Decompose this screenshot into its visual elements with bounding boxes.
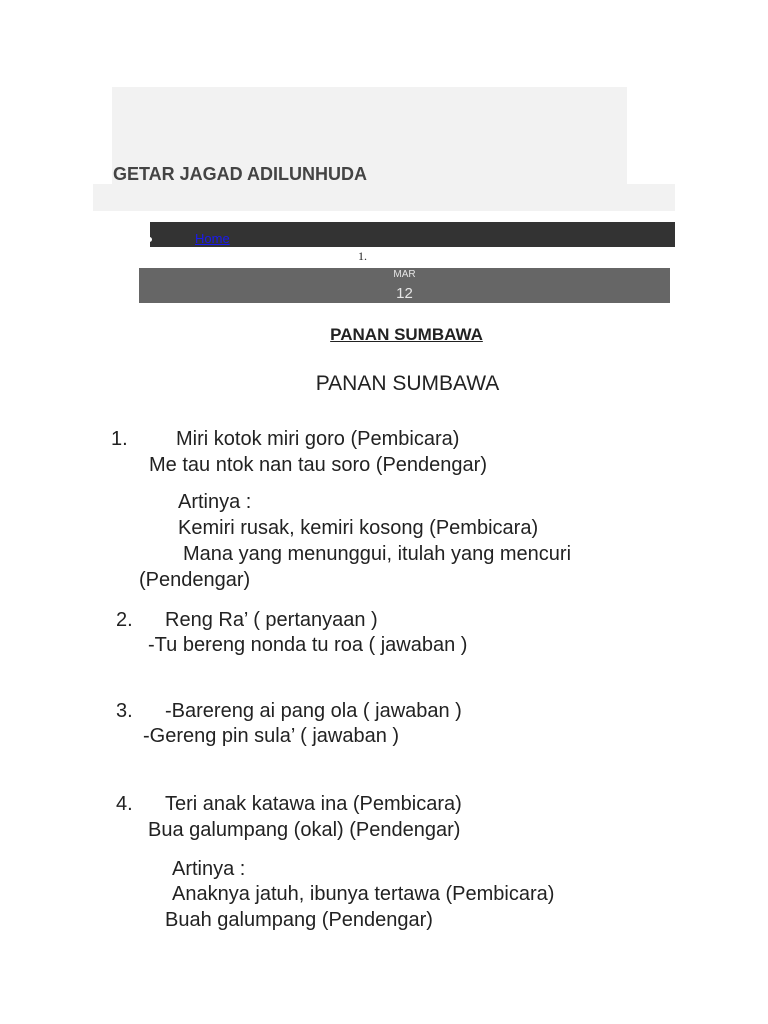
meaning-line: Kemiri rusak, kemiri kosong (Pembicara): [178, 517, 539, 539]
item-question: Reng Ra’ ( pertanyaan ): [165, 609, 378, 631]
item-number: 4.: [116, 793, 133, 815]
item-answer: -Tu bereng nonda tu roa ( jawaban ): [148, 634, 468, 656]
content-heading: PANAN SUMBAWA: [315, 372, 500, 395]
list-marker: 1.: [358, 249, 367, 263]
item-question: Teri anak katawa ina (Pembicara): [165, 793, 462, 815]
meaning-line: Mana yang menunggui, itulah yang mencuri: [183, 543, 572, 565]
item-number: 3.: [116, 700, 133, 722]
item-number: 1.: [111, 428, 128, 450]
meaning-label: Artinya :: [172, 858, 246, 880]
meaning-line: (Pendengar): [139, 569, 251, 591]
meaning-line: Anaknya jatuh, ibunya tertawa (Pembicara): [172, 883, 555, 905]
item-question: -Barereng ai pang ola ( jawaban ): [165, 700, 462, 722]
date-month: MAR: [393, 269, 416, 280]
item-answer: Me tau ntok nan tau soro (Pendengar): [149, 454, 487, 476]
date-day: 12: [396, 285, 413, 302]
meaning-label: Artinya :: [178, 491, 252, 513]
meaning-line: Buah galumpang (Pendengar): [165, 909, 433, 931]
item-question: Miri kotok miri goro (Pembicara): [176, 428, 460, 450]
date-badge: [139, 268, 670, 303]
post-title[interactable]: PANAN SUMBAWA: [330, 325, 483, 344]
header-strip: [93, 184, 675, 211]
item-answer: -Gereng pin sula’ ( jawaban ): [143, 725, 400, 747]
site-title[interactable]: GETAR JAGAD ADILUNHUDA: [113, 164, 367, 184]
item-number: 2.: [116, 609, 133, 631]
item-answer: Bua galumpang (okal) (Pendengar): [148, 819, 461, 841]
nav-bullet-icon: [147, 237, 152, 242]
nav-home-link[interactable]: Home: [195, 231, 230, 246]
